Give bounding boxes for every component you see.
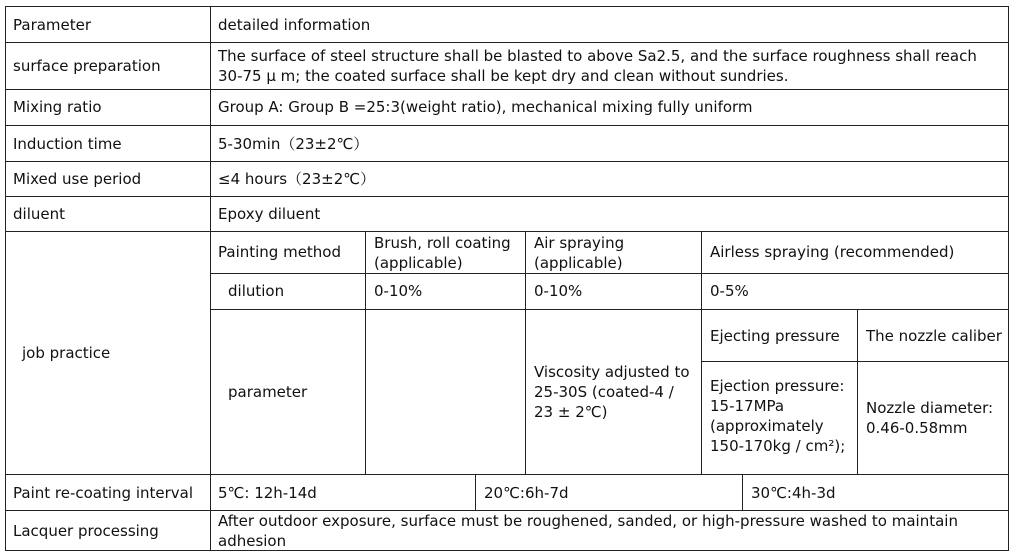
recoating-30c: 30℃:4h-3d xyxy=(751,484,836,502)
grid-inner-divider xyxy=(701,361,1009,362)
airless-spraying-header: Airless spraying (recommended) xyxy=(710,243,955,261)
grid-row-divider xyxy=(5,89,1009,90)
lacquer-processing-value: After outdoor exposure, surface must be roughened, sanded, or high-pressure washed to maintain adhesion xyxy=(218,512,958,550)
induction-time-value: 5-30min（23±2℃） xyxy=(218,135,369,153)
brush-roll-coating-header: Brush, roll coating (applicable) xyxy=(374,234,511,272)
diluent-label: diluent xyxy=(13,205,65,223)
recoating-5c: 5℃: 12h-14d xyxy=(218,484,317,502)
nozzle-diameter-value: Nozzle diameter: 0.46-0.58mm xyxy=(866,399,994,437)
grid-row-divider xyxy=(5,161,1009,162)
grid-inner-divider xyxy=(210,309,1009,310)
grid-col-divider xyxy=(210,6,211,551)
painting-method-label: Painting method xyxy=(218,243,342,261)
surface-preparation-value: The surface of steel structure shall be blasted to above Sa2.5, and the surface roughness shall reach 30-75 μ m; the coated surface shall be kept dry and clean without sundries. xyxy=(218,47,977,85)
nozzle-caliber-header: The nozzle caliber xyxy=(866,327,1002,345)
diluent-value: Epoxy diluent xyxy=(218,205,321,223)
mixed-use-period-label: Mixed use period xyxy=(13,170,142,188)
grid-row-divider xyxy=(5,196,1009,197)
header-detailed-information: detailed information xyxy=(218,16,371,34)
mixing-ratio-value: Group A: Group B =25:3(weight ratio), mechanical mixing fully uniform xyxy=(218,98,753,116)
dilution-label: dilution xyxy=(228,282,285,300)
dilution-air-value: 0-10% xyxy=(534,282,583,300)
lacquer-processing-label: Lacquer processing xyxy=(13,522,159,540)
air-spraying-header: Air spraying (applicable) xyxy=(534,234,625,272)
grid-inner-divider xyxy=(475,474,476,510)
mixed-use-period-value: ≤4 hours（23±2℃） xyxy=(218,170,376,188)
ejecting-pressure-header: Ejecting pressure xyxy=(710,327,840,345)
grid-border-top xyxy=(5,6,1009,7)
surface-preparation-label: surface preparation xyxy=(13,57,161,75)
grid-inner-divider xyxy=(857,309,858,474)
grid-row-divider xyxy=(5,125,1009,126)
parameter-label: parameter xyxy=(228,383,308,401)
job-practice-label: job practice xyxy=(22,344,111,362)
mixing-ratio-label: Mixing ratio xyxy=(13,98,102,116)
grid-row-divider xyxy=(5,231,1009,232)
grid-inner-divider xyxy=(701,231,702,474)
grid-inner-divider xyxy=(365,231,366,474)
header-parameter: Parameter xyxy=(13,16,92,34)
air-spraying-parameter: Viscosity adjusted to 25-30S (coated-4 / 23 ± 2℃) xyxy=(534,363,690,421)
dilution-brush-value: 0-10% xyxy=(374,282,423,300)
dilution-airless-value: 0-5% xyxy=(710,282,749,300)
induction-time-label: Induction time xyxy=(13,135,122,153)
recoating-interval-label: Paint re-coating interval xyxy=(13,484,194,502)
grid-inner-divider xyxy=(742,474,743,510)
grid-row-divider xyxy=(5,474,1009,475)
grid-inner-divider xyxy=(210,273,1009,274)
recoating-20c: 20℃:6h-7d xyxy=(484,484,569,502)
ejection-pressure-value: Ejection pressure: 15-17MPa (approximately 150-170kg / cm²); xyxy=(710,377,846,455)
grid-inner-divider xyxy=(525,231,526,474)
grid-border-right xyxy=(1008,6,1009,551)
grid-border-left xyxy=(5,6,6,551)
grid-row-divider xyxy=(5,42,1009,43)
